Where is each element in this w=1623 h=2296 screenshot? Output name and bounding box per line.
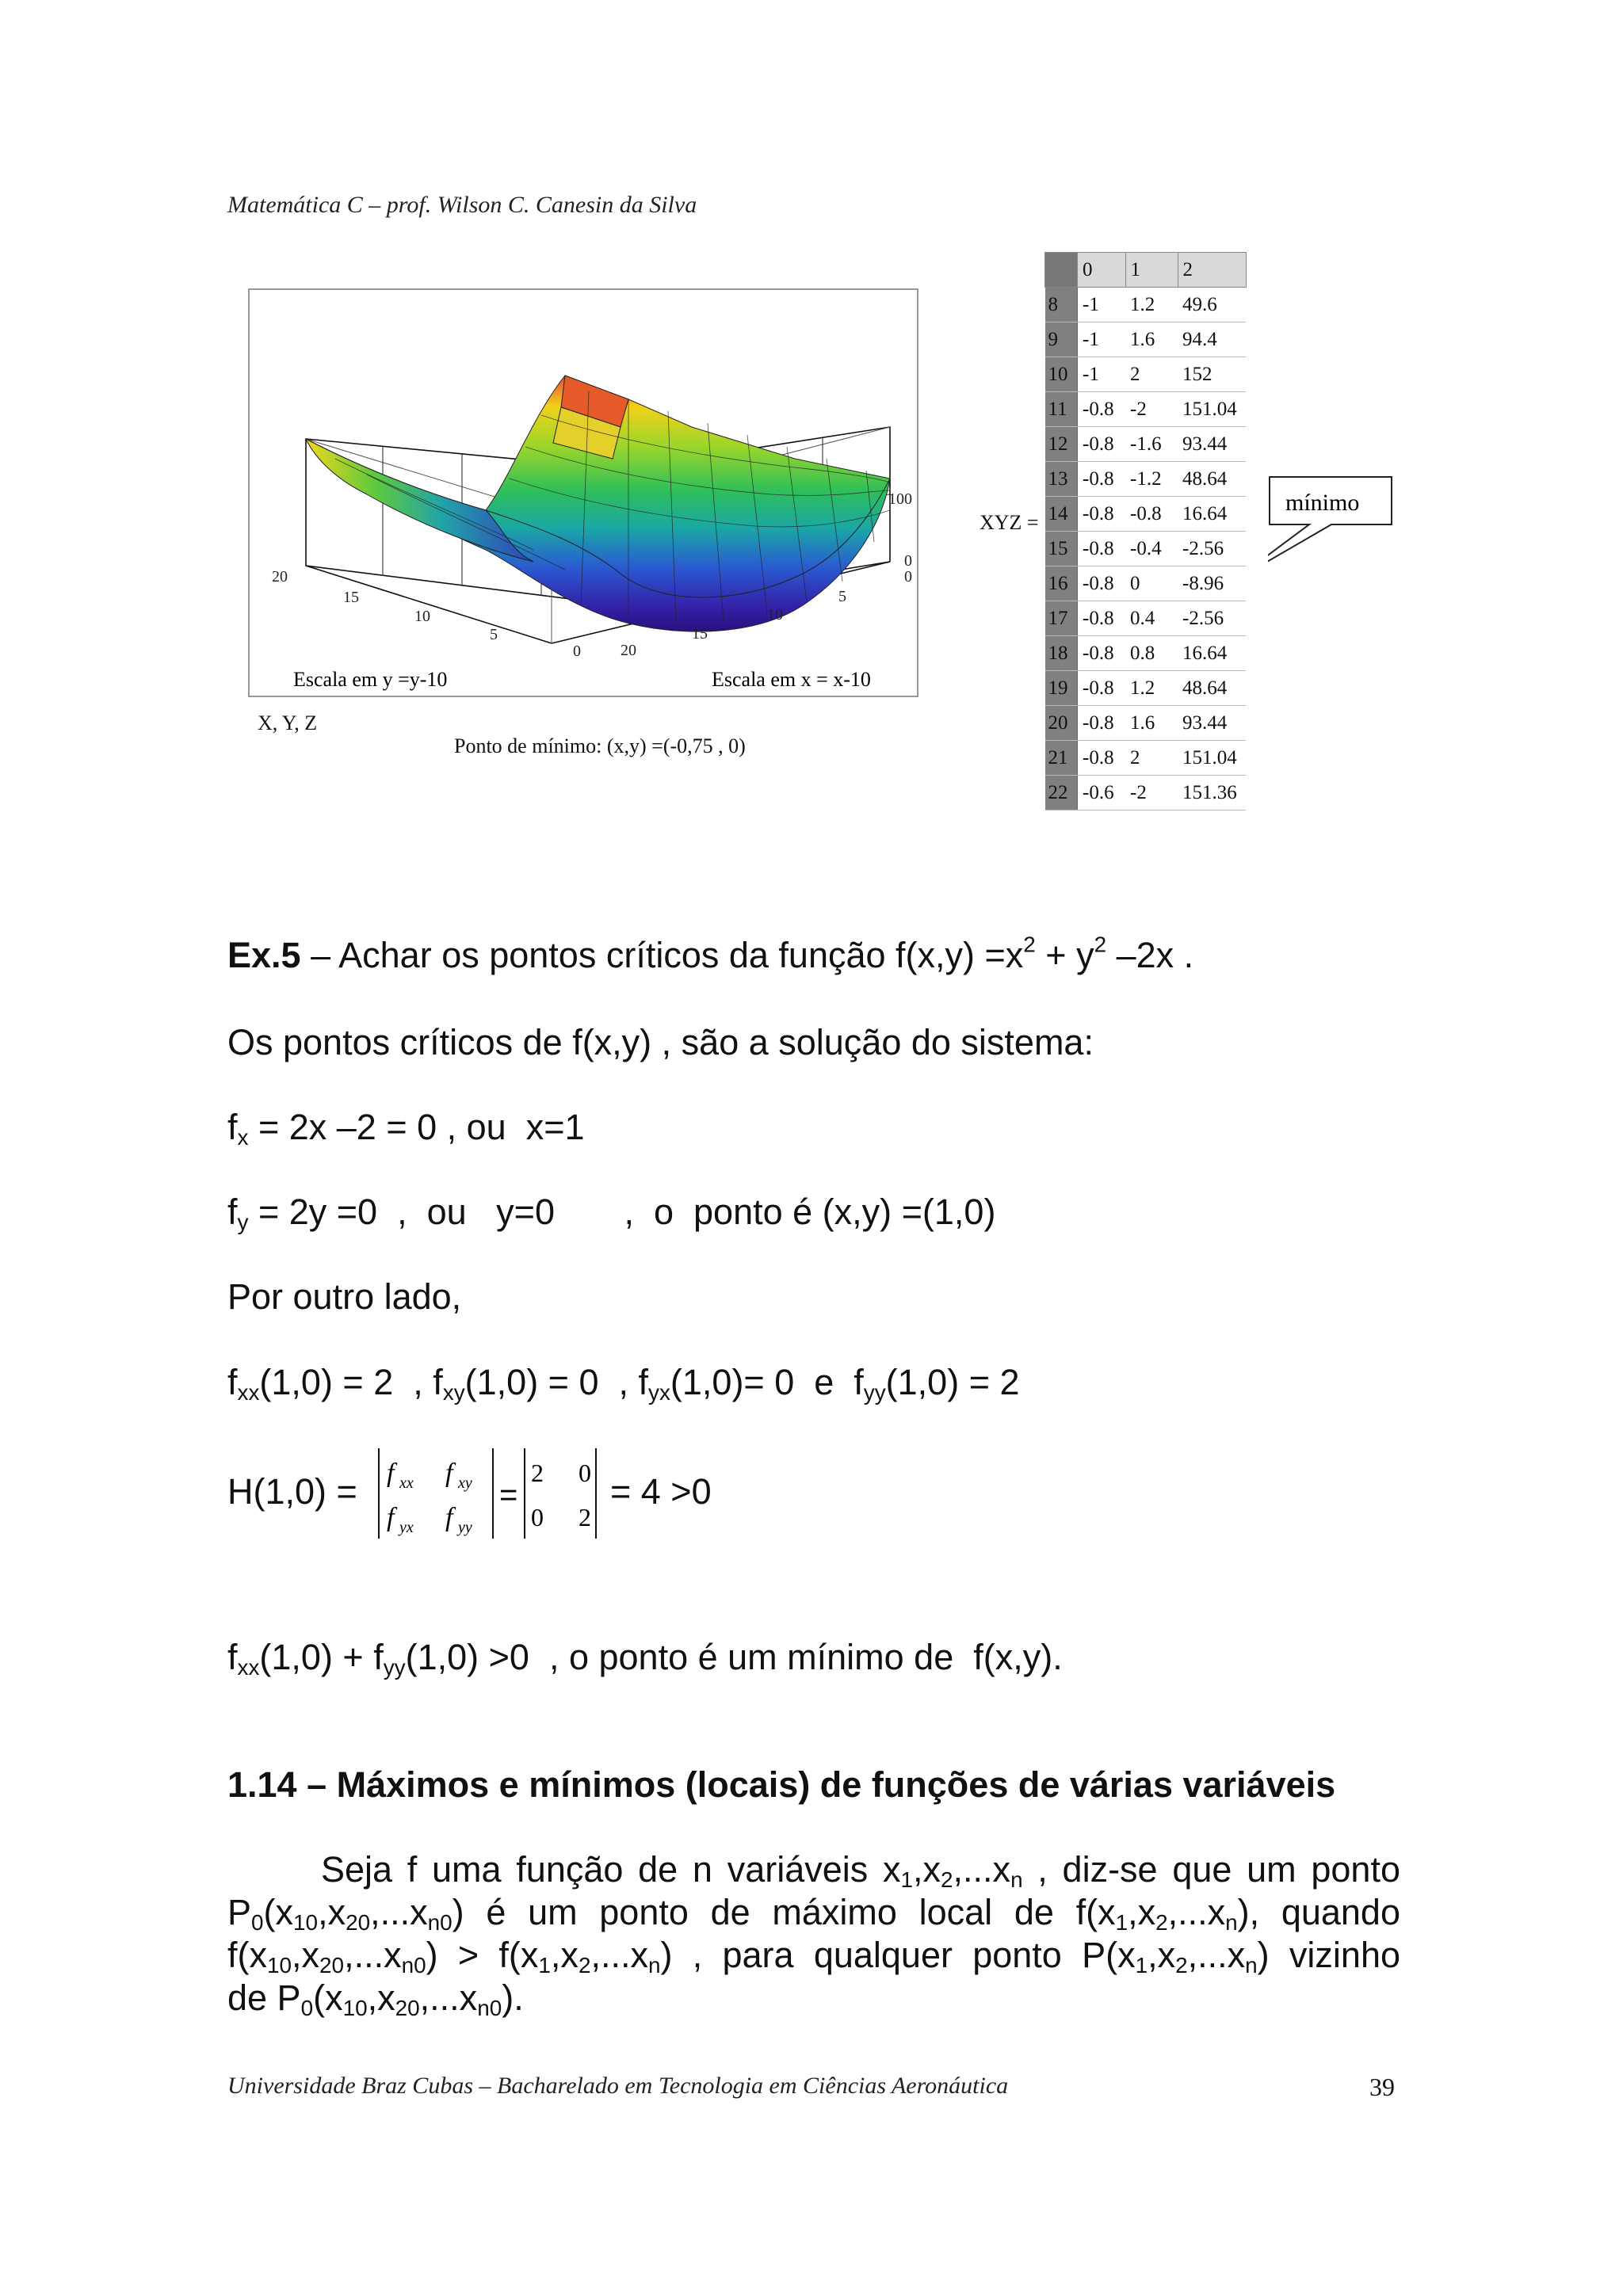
x-tick-15: 15	[692, 625, 708, 643]
surface-plot	[248, 288, 918, 697]
ex5-label: Ex.5	[227, 935, 301, 975]
table-cell: 2	[1125, 357, 1178, 392]
x-tick-10: 10	[767, 606, 783, 624]
t: P	[227, 1892, 252, 1932]
t: (1,0) = 0 , f	[464, 1362, 649, 1402]
table-cell: 93.44	[1178, 427, 1246, 462]
table-cell: -0.8	[1078, 462, 1126, 497]
table-cell: -0.8	[1078, 601, 1126, 636]
section-title: 1.14 – Máximos e mínimos (locais) de funções de várias variáveis	[227, 1764, 1336, 1805]
fx-rest: = 2x –2 = 0 , ou x=1	[248, 1107, 585, 1147]
table-row	[1045, 776, 1247, 810]
table-cell: 94.4	[1178, 322, 1246, 357]
caption-x-scale: Escala em x = x-10	[712, 668, 871, 691]
table-cell: 93.44	[1178, 706, 1246, 741]
t: (1,0)= 0 e f	[670, 1362, 864, 1402]
sub: yx	[648, 1379, 670, 1405]
min-point-label: Ponto de mínimo: (x,y) =(-0,75 , 0)	[454, 734, 746, 757]
table-cell: 151.36	[1178, 776, 1246, 810]
hessian-rhs: = 4 >0	[610, 1471, 712, 1512]
t: (1,0) + f	[259, 1637, 384, 1677]
table-corner	[1045, 253, 1078, 288]
h-sub: xy	[458, 1474, 472, 1492]
table-cell: 16.64	[1178, 636, 1246, 671]
t: (1,0) = 2 , f	[259, 1362, 443, 1402]
ex5-mid: + y	[1035, 935, 1094, 975]
h-num: 0	[579, 1459, 591, 1487]
table-cell: -0.8	[1078, 636, 1126, 671]
def-line-3: $f(x_{10},x_{20},...x_{n0}) > f(x_1,x_2,...x_n)$ , para qualquer ponto $P(x_1,x_2,...x_n)$ vizinho	[227, 1935, 1400, 1978]
col-header: 2	[1178, 253, 1246, 288]
col-header: 1	[1125, 253, 1178, 288]
z-tick-labels	[888, 490, 912, 585]
table-cell: -1.6	[1125, 427, 1178, 462]
sub: y	[237, 1209, 249, 1234]
table-cell: 1.6	[1125, 706, 1178, 741]
y-tick-5: 5	[490, 626, 498, 643]
por-outro-lado: Por outro lado,	[227, 1276, 462, 1317]
table-cell: 1.2	[1125, 288, 1178, 322]
hessian-determinants	[372, 1442, 610, 1545]
table-row	[1045, 601, 1247, 636]
row-index: 14	[1045, 497, 1078, 532]
t: f(x	[227, 1935, 267, 1975]
h-sub: xx	[399, 1474, 414, 1492]
table-cell: 1.6	[1125, 322, 1178, 357]
second-derivatives: $f_{xx}(1,0) = 2$ , $f_{xy}(1,0) = 0$ , $f_{yx}(1,0)= 0$ e $f_{yy}(1,0) = 2$	[227, 1362, 1020, 1405]
table-cell: -0.8	[1078, 427, 1126, 462]
table-cell: -2	[1125, 776, 1178, 810]
table-cell: -1	[1078, 288, 1126, 322]
h-eq: =	[499, 1478, 518, 1512]
y-tick-0: 0	[573, 643, 581, 660]
ex5-end: –2x .	[1106, 935, 1194, 975]
definition-paragraph	[227, 1848, 1400, 2019]
t: (1,0) = 2	[885, 1362, 1020, 1402]
sub: xx	[237, 1379, 260, 1405]
table-cell: -2.56	[1178, 601, 1246, 636]
table-cell: 0	[1125, 566, 1178, 601]
f: f	[227, 1192, 238, 1232]
table-cell: -0.8	[1078, 671, 1126, 706]
row-index: 13	[1045, 462, 1078, 497]
table-row	[1045, 497, 1247, 532]
def-line-2: $P_0(x_{10},x_{20},...x_{n0})$ é um ponto de máximo local de $f(x_1,x_2,...x_n)$, quando	[227, 1892, 1400, 1935]
y-tick-labels	[272, 568, 581, 660]
row-index: 8	[1045, 288, 1078, 322]
h-sub: yx	[399, 1519, 414, 1536]
page-number: 39	[1369, 2073, 1395, 2101]
table-cell: -2.56	[1178, 532, 1246, 566]
table-row	[1045, 636, 1247, 671]
f: f	[227, 1107, 238, 1147]
table-cell: -0.8	[1078, 706, 1126, 741]
t: de P	[227, 1978, 301, 2018]
table-cell: -0.6	[1078, 776, 1126, 810]
row-index: 15	[1045, 532, 1078, 566]
row-index: 21	[1045, 741, 1078, 776]
row-index: 18	[1045, 636, 1078, 671]
table-cell: 48.64	[1178, 671, 1246, 706]
h-f: f	[387, 1503, 395, 1532]
row-index: 11	[1045, 392, 1078, 427]
table-row	[1045, 532, 1247, 566]
table-cell: -0.8	[1078, 392, 1126, 427]
z-tick-0b: 0	[904, 568, 912, 585]
callout-text: mínimo	[1285, 490, 1360, 516]
row-index: 20	[1045, 706, 1078, 741]
sub: x	[237, 1124, 249, 1150]
exp: 2	[1094, 932, 1107, 957]
table-cell: 2	[1125, 741, 1178, 776]
table-cell: 49.6	[1178, 288, 1246, 322]
col-header: 0	[1078, 253, 1126, 288]
table-cell: 151.04	[1178, 741, 1246, 776]
table-cell: -0.8	[1078, 741, 1126, 776]
h-sub: yy	[458, 1519, 472, 1536]
y-tick-10: 10	[414, 608, 430, 625]
sub: yy	[863, 1379, 886, 1405]
y-tick-15: 15	[343, 589, 359, 606]
x-tick-20: 20	[621, 642, 636, 659]
conclusion-line: $f_{xx}(1,0) + f_{yy}(1,0) >0$ , o ponto é um mínimo de f(x,y).	[227, 1637, 1063, 1680]
table-row	[1045, 322, 1247, 357]
h-f: f	[445, 1503, 453, 1532]
xyz-label: XYZ =	[980, 511, 1039, 534]
table-row	[1045, 706, 1247, 741]
table-cell: 0.4	[1125, 601, 1178, 636]
y-tick-20: 20	[272, 568, 288, 585]
h-f: f	[387, 1459, 395, 1488]
table-cell: 0.8	[1125, 636, 1178, 671]
table-row	[1045, 671, 1247, 706]
table-row	[1045, 392, 1247, 427]
def-line-4: de $P_0(x_{10},x_{20},...x_{n0})$.	[227, 1978, 524, 2020]
table-cell: -0.8	[1078, 532, 1126, 566]
table-row	[1045, 427, 1247, 462]
caption-y-scale: Escala em y =y-10	[293, 668, 448, 691]
z-tick-0a: 0	[904, 552, 912, 570]
page-footer: Universidade Braz Cubas – Bacharelado em Tecnologia em Ciências Aeronáutica	[227, 2073, 1009, 2099]
table-row	[1045, 288, 1247, 322]
h-num: 2	[531, 1459, 544, 1487]
row-index: 10	[1045, 357, 1078, 392]
t: Seja f uma função de n variáveis x	[321, 1849, 901, 1890]
x-tick-5: 5	[838, 588, 846, 605]
minimo-callout	[1268, 475, 1395, 594]
t: (1,0) >0 , o ponto é um mínimo de f(x,y).	[405, 1637, 1063, 1677]
hessian-lhs: H(1,0) =	[227, 1471, 357, 1512]
page-header: Matemática C – prof. Wilson C. Canesin da Silva	[227, 192, 697, 218]
h-f: f	[445, 1459, 453, 1488]
sub: yy	[383, 1654, 406, 1680]
table-cell: -1	[1078, 357, 1126, 392]
table-cell: -0.4	[1125, 532, 1178, 566]
table-cell: 1.2	[1125, 671, 1178, 706]
table-cell: -1.2	[1125, 462, 1178, 497]
table-row	[1045, 357, 1247, 392]
row-index: 19	[1045, 671, 1078, 706]
table-row	[1045, 741, 1247, 776]
row-index: 16	[1045, 566, 1078, 601]
ex5-text: – Achar os pontos críticos da função f(x,y) =x	[311, 935, 1024, 975]
table-row	[1045, 462, 1247, 497]
table-cell: -8.96	[1178, 566, 1246, 601]
table-cell: -0.8	[1078, 497, 1126, 532]
var-label: X, Y, Z	[258, 711, 318, 734]
h-num: 2	[579, 1503, 591, 1531]
fy-line	[227, 1192, 996, 1234]
fx-line	[227, 1107, 585, 1150]
row-index: 12	[1045, 427, 1078, 462]
xyz-data-table	[1044, 252, 1247, 810]
table-cell: -2	[1125, 392, 1178, 427]
table-cell: 16.64	[1178, 497, 1246, 532]
sub: xy	[442, 1379, 465, 1405]
fy-rest: = 2y =0 , ou y=0 , o ponto é (x,y) =(1,0)	[248, 1192, 996, 1232]
row-index: 22	[1045, 776, 1078, 810]
system-line: Os pontos críticos de f(x,y) , são a solução do sistema:	[227, 1022, 1094, 1062]
z-tick-100: 100	[888, 490, 912, 508]
row-index: 17	[1045, 601, 1078, 636]
exp: 2	[1023, 932, 1036, 957]
table-cell: 48.64	[1178, 462, 1246, 497]
row-index: 9	[1045, 322, 1078, 357]
ex5-statement	[227, 932, 1194, 975]
table-cell: -0.8	[1078, 566, 1126, 601]
table-cell: 151.04	[1178, 392, 1246, 427]
def-line-1: Seja f uma função de n variáveis $x_1,x_2,...x_n$ , diz-se que um ponto	[321, 1849, 1400, 1892]
h-num: 0	[531, 1503, 544, 1531]
table-cell: -1	[1078, 322, 1126, 357]
table-cell: -0.8	[1125, 497, 1178, 532]
table-cell: 152	[1178, 357, 1246, 392]
table-row	[1045, 566, 1247, 601]
sub: xx	[237, 1654, 260, 1680]
